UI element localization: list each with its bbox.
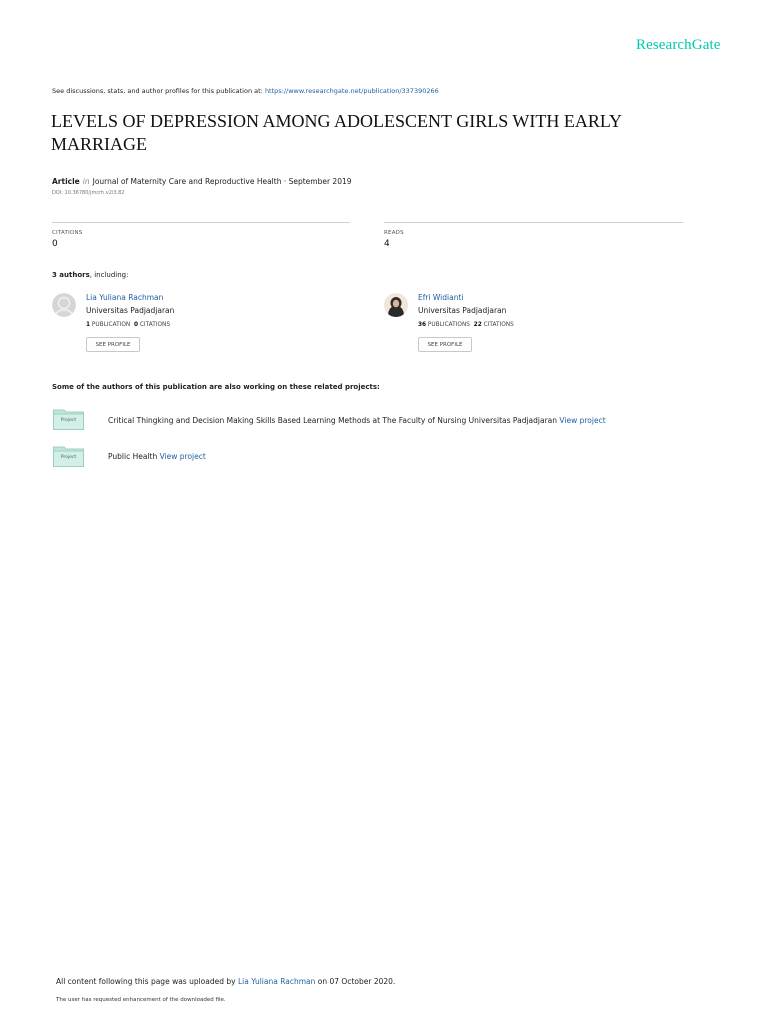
project-title: Public Health <box>108 452 158 461</box>
project-icon-label: Project <box>60 455 77 460</box>
article-info <box>52 177 352 186</box>
article-type: Article <box>52 177 80 186</box>
project-folder-icon <box>53 408 84 430</box>
divider-citations <box>52 222 350 223</box>
see-profile-button[interactable]: SEE PROFILE <box>418 337 472 352</box>
publications-count: 1 <box>86 322 91 328</box>
citations-value: 0 <box>52 239 58 249</box>
citations-label: CITATIONS <box>139 322 171 328</box>
researchgate-logo[interactable]: ResearchGate <box>636 37 721 53</box>
author-name-link[interactable]: Lia Yuliana Rachman <box>86 293 164 302</box>
see-discussions-text: See discussions, stats, and author profiles for this publication at: <box>52 87 263 95</box>
publications-count: 36 <box>418 322 427 328</box>
avatar-default-icon[interactable] <box>52 293 76 317</box>
citations-label: CITATIONS <box>483 322 514 328</box>
divider-reads <box>384 222 683 223</box>
related-projects-heading: Some of the authors of this publication are also working on these related projects: <box>52 383 380 391</box>
see-profile-button[interactable]: SEE PROFILE <box>86 337 140 352</box>
publication-title: LEVELS OF DEPRESSION AMONG ADOLESCENT GIRLS WITH EARLY MARRIAGE <box>51 111 622 154</box>
upload-suffix: on 07 October 2020. <box>317 977 396 986</box>
view-project-link[interactable]: View project <box>559 416 606 425</box>
project-title: Critical Thingking and Decision Making Skills Based Learning Methods at The Faculty of Nursing Universitas Padjadjaran <box>108 416 558 425</box>
author-stats <box>86 322 170 328</box>
author-affiliation: Universitas Padjadjaran <box>418 306 507 315</box>
citations-label: CITATIONS <box>52 230 83 236</box>
view-project-link[interactable]: View project <box>159 452 206 461</box>
authors-suffix: , including: <box>89 271 129 279</box>
author-photo-avatar[interactable] <box>384 293 408 317</box>
upload-note <box>56 977 395 986</box>
publication-url-link[interactable]: https://www.researchgate.net/publication/337390266 <box>264 87 439 95</box>
authors-heading <box>52 271 128 279</box>
enhancement-note: The user has requested enhancement of the downloaded file. <box>56 997 226 1003</box>
uploader-link[interactable]: Lia Yuliana Rachman <box>237 977 316 986</box>
author-stats <box>418 322 514 328</box>
author-name-link[interactable]: Efri Widianti <box>418 293 464 302</box>
citations-count: 0 <box>133 322 138 328</box>
upload-prefix: All content following this page was uploaded by <box>56 977 236 986</box>
in-text: in <box>82 177 90 186</box>
doi-text: DOI: 10.36780/jmcrh.v2i3.82 <box>52 190 125 196</box>
publications-label: PUBLICATIONS <box>427 322 470 328</box>
author-affiliation: Universitas Padjadjaran <box>86 306 175 315</box>
reads-value: 4 <box>384 239 390 249</box>
journal-info: Journal of Maternity Care and Reproductive Health · September 2019 <box>92 177 352 186</box>
authors-count: 3 authors <box>52 271 90 279</box>
project-item <box>108 416 606 425</box>
citations-count: 22 <box>473 322 482 328</box>
project-folder-icon <box>53 445 84 467</box>
see-discussions-line <box>52 87 439 95</box>
project-item <box>108 452 206 461</box>
publications-label: PUBLICATION <box>91 322 131 328</box>
project-icon-label: Project <box>60 418 77 423</box>
reads-label: READS <box>384 230 404 236</box>
